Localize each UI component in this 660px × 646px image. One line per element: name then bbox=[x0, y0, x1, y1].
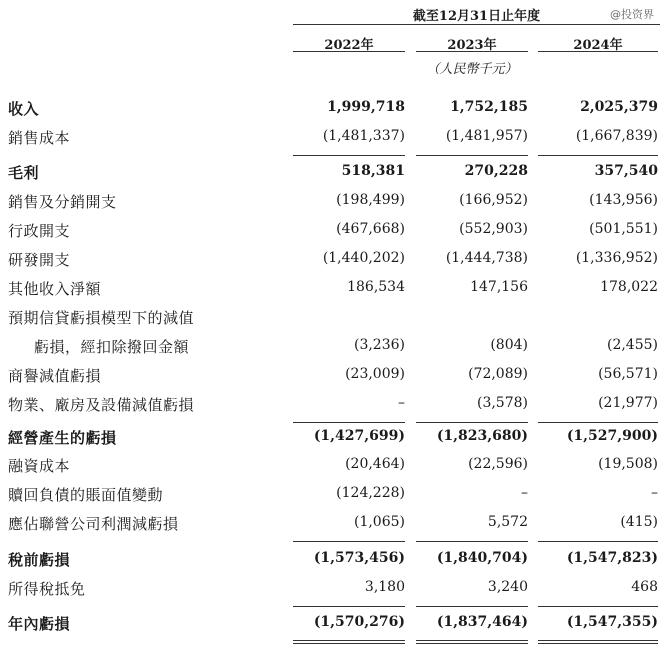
subtotal-rule bbox=[538, 422, 658, 423]
value-cell: (467,668) bbox=[336, 221, 405, 237]
value-cell: 3,240 bbox=[487, 579, 528, 595]
value-cell: 178,022 bbox=[600, 279, 658, 295]
row-label-6: 其他收入淨額 bbox=[8, 280, 102, 298]
subtotal-rule bbox=[416, 606, 528, 607]
subtotal-rule bbox=[293, 541, 405, 542]
row-label-8: 虧損，經扣除撥回金額 bbox=[34, 338, 190, 356]
total-double-rule bbox=[538, 640, 658, 644]
value-cell: – bbox=[521, 485, 528, 501]
value-cell: 3,180 bbox=[364, 579, 405, 595]
value-cell: (72,089) bbox=[468, 366, 528, 382]
unit-label: （人民幣千元） bbox=[426, 62, 518, 77]
row-label-7: 預期信貸虧損模型下的減值 bbox=[8, 309, 195, 327]
year-2023: 2023年 bbox=[447, 38, 497, 53]
value-cell: 147,156 bbox=[470, 279, 528, 295]
value-cell: 468 bbox=[631, 579, 658, 595]
value-cell: (3,236) bbox=[353, 337, 405, 353]
value-cell: (2,455) bbox=[606, 337, 658, 353]
subtotal-rule bbox=[416, 541, 528, 542]
value-cell: 357,540 bbox=[594, 163, 658, 179]
period-rule bbox=[293, 24, 660, 25]
value-cell: (20,464) bbox=[345, 456, 405, 472]
value-cell: 270,228 bbox=[464, 163, 528, 179]
value-cell: (1,336,952) bbox=[575, 250, 658, 266]
value-cell: (19,508) bbox=[598, 456, 658, 472]
value-cell: 2,025,379 bbox=[580, 99, 658, 115]
period-title: 截至12月31日止年度 bbox=[412, 9, 541, 24]
value-cell: (1,837,464) bbox=[436, 614, 528, 630]
value-cell: 5,572 bbox=[487, 514, 528, 530]
row-label-14: 應佔聯營公司利潤減虧損 bbox=[8, 515, 179, 533]
year-rule bbox=[416, 51, 528, 52]
value-cell: 1,752,185 bbox=[450, 99, 528, 115]
value-cell: (1,573,456) bbox=[313, 550, 405, 566]
subtotal-rule bbox=[293, 155, 405, 156]
value-cell: (804) bbox=[490, 337, 528, 353]
value-cell: 1,999,718 bbox=[327, 99, 405, 115]
value-cell: (23,009) bbox=[345, 366, 405, 382]
value-cell: 186,534 bbox=[347, 279, 405, 295]
value-cell: 518,381 bbox=[341, 163, 405, 179]
row-label-15: 稅前虧損 bbox=[8, 551, 71, 569]
row-label-4: 行政開支 bbox=[8, 222, 71, 240]
watermark: @投资界 bbox=[610, 8, 654, 21]
value-cell: – bbox=[651, 485, 658, 501]
value-cell: (1,065) bbox=[353, 514, 405, 530]
subtotal-rule bbox=[416, 422, 528, 423]
value-cell: (21,977) bbox=[598, 395, 658, 411]
row-label-12: 融資成本 bbox=[8, 457, 71, 475]
value-cell: (1,527,900) bbox=[566, 428, 658, 444]
row-label-1: 銷售成本 bbox=[8, 129, 71, 147]
value-cell: (552,903) bbox=[459, 221, 528, 237]
subtotal-rule bbox=[538, 606, 658, 607]
value-cell: (166,952) bbox=[459, 192, 528, 208]
total-double-rule bbox=[416, 640, 528, 644]
row-label-0: 收入 bbox=[8, 100, 40, 118]
value-cell: (1,440,202) bbox=[322, 250, 405, 266]
year-rule bbox=[293, 51, 405, 52]
row-label-5: 研發開支 bbox=[8, 251, 71, 269]
row-label-13: 贖回負債的賬面值變動 bbox=[8, 486, 164, 504]
value-cell: (198,499) bbox=[336, 192, 405, 208]
value-cell: (1,427,699) bbox=[313, 428, 405, 444]
value-cell: (56,571) bbox=[598, 366, 658, 382]
row-label-11: 經營產生的虧損 bbox=[8, 429, 117, 447]
value-cell: (1,547,355) bbox=[566, 614, 658, 630]
value-cell: (3,578) bbox=[476, 395, 528, 411]
subtotal-rule bbox=[538, 155, 658, 156]
subtotal-rule bbox=[416, 155, 528, 156]
value-cell: (1,667,839) bbox=[575, 128, 658, 144]
subtotal-rule bbox=[293, 606, 405, 607]
year-rule bbox=[538, 51, 658, 52]
subtotal-rule bbox=[293, 422, 405, 423]
value-cell: (1,570,276) bbox=[313, 614, 405, 630]
subtotal-rule bbox=[538, 541, 658, 542]
row-label-16: 所得稅抵免 bbox=[8, 580, 86, 598]
total-double-rule bbox=[293, 640, 405, 644]
value-cell: (1,444,738) bbox=[445, 250, 528, 266]
value-cell: (1,481,337) bbox=[322, 128, 405, 144]
row-label-10: 物業、廠房及設備減值虧損 bbox=[8, 396, 195, 414]
value-cell: (22,596) bbox=[468, 456, 528, 472]
value-cell: (143,956) bbox=[589, 192, 658, 208]
row-label-3: 銷售及分銷開支 bbox=[8, 193, 117, 211]
value-cell: (415) bbox=[620, 514, 658, 530]
row-label-17: 年內虧損 bbox=[8, 615, 71, 633]
row-label-2: 毛利 bbox=[8, 164, 40, 182]
value-cell: (1,823,680) bbox=[436, 428, 528, 444]
value-cell: (1,840,704) bbox=[436, 550, 528, 566]
year-2022: 2022年 bbox=[324, 38, 374, 53]
row-label-9: 商譽減值虧損 bbox=[8, 367, 102, 385]
value-cell: (501,551) bbox=[589, 221, 658, 237]
year-2024: 2024年 bbox=[573, 38, 623, 53]
value-cell: – bbox=[398, 395, 405, 411]
value-cell: (1,547,823) bbox=[566, 550, 658, 566]
value-cell: (124,228) bbox=[336, 485, 405, 501]
value-cell: (1,481,957) bbox=[445, 128, 528, 144]
